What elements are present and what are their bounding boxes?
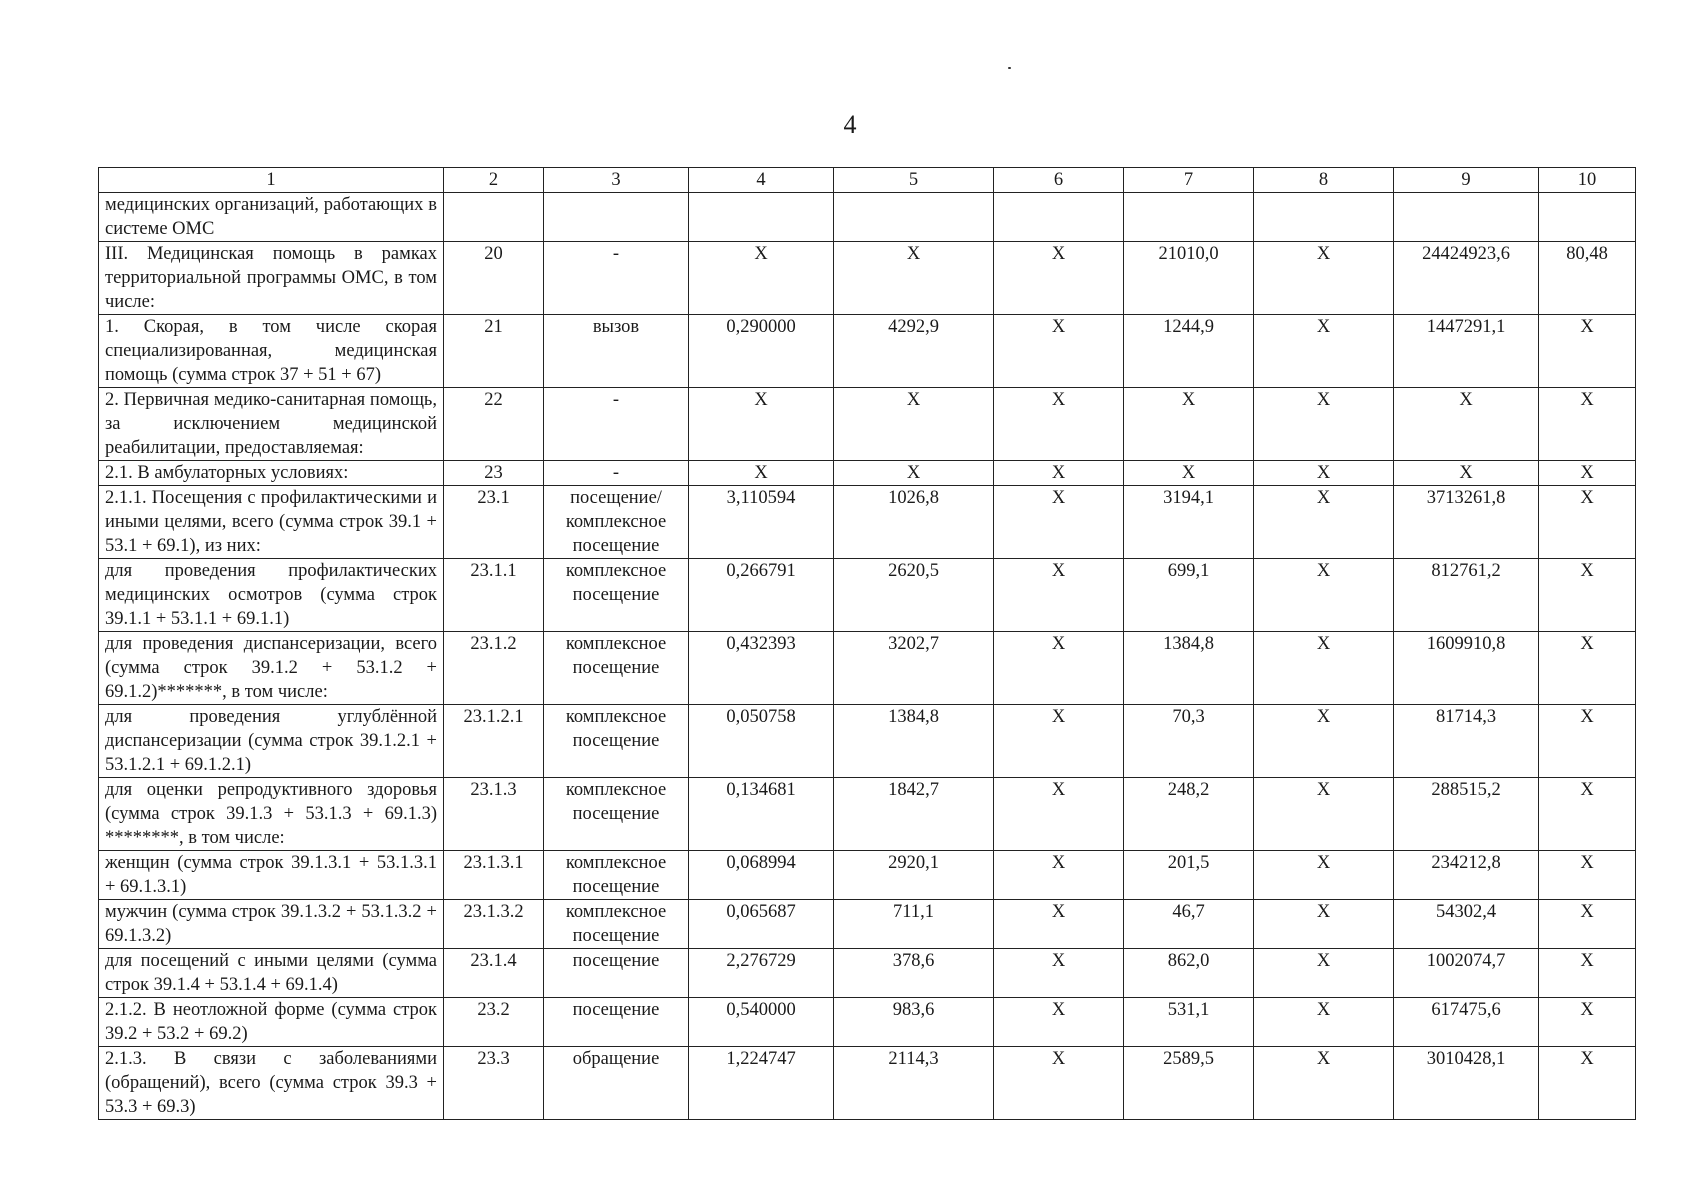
row-unit: комплексное посещение xyxy=(544,851,689,900)
cell-col8 xyxy=(1254,193,1394,242)
cell-col5: 378,6 xyxy=(834,949,994,998)
cell-col8: X xyxy=(1254,900,1394,949)
cell-col4: 1,224747 xyxy=(689,1047,834,1120)
cell-col6: X xyxy=(994,559,1124,632)
cell-col4: 0,266791 xyxy=(689,559,834,632)
cell-col9 xyxy=(1394,193,1539,242)
cell-col6: X xyxy=(994,949,1124,998)
row-name: для проведения углублённой диспансеризации (сумма строк 39.1.2.1 + 53.1.2.1 + 69.1.2.1) xyxy=(99,705,444,778)
row-code: 23.1.3.2 xyxy=(444,900,544,949)
cell-col8: X xyxy=(1254,315,1394,388)
row-name: 2. Первичная медико-санитарная помощь, за исключением медицинской реабилитации, предоставляемая: xyxy=(99,388,444,461)
column-header: 8 xyxy=(1254,168,1394,193)
row-unit: комплексное посещение xyxy=(544,778,689,851)
cell-col6: X xyxy=(994,851,1124,900)
row-name: 2.1.3. В связи с заболеваниями (обращений), всего (сумма строк 39.3 + 53.3 + 69.3) xyxy=(99,1047,444,1120)
cell-col7: X xyxy=(1124,388,1254,461)
cell-col7: 3194,1 xyxy=(1124,486,1254,559)
row-unit: обращение xyxy=(544,1047,689,1120)
cell-col7: 862,0 xyxy=(1124,949,1254,998)
column-header: 10 xyxy=(1539,168,1636,193)
cell-col9: 1002074,7 xyxy=(1394,949,1539,998)
cell-col4: 0,068994 xyxy=(689,851,834,900)
cell-col5: 2920,1 xyxy=(834,851,994,900)
row-code: 23.1.2 xyxy=(444,632,544,705)
cell-col8: X xyxy=(1254,705,1394,778)
cell-col7: 201,5 xyxy=(1124,851,1254,900)
row-code: 23.1.1 xyxy=(444,559,544,632)
cell-col10: X xyxy=(1539,705,1636,778)
row-code: 23.1.3.1 xyxy=(444,851,544,900)
cell-col8: X xyxy=(1254,486,1394,559)
table-row xyxy=(99,998,1636,1047)
cell-col8: X xyxy=(1254,1047,1394,1120)
cell-col6: X xyxy=(994,315,1124,388)
cell-col10: X xyxy=(1539,1047,1636,1120)
cell-col4: 0,065687 xyxy=(689,900,834,949)
cell-col7: 46,7 xyxy=(1124,900,1254,949)
cell-col10: X xyxy=(1539,486,1636,559)
cell-col8: X xyxy=(1254,998,1394,1047)
data-table xyxy=(98,167,1636,1120)
row-code: 23.1.2.1 xyxy=(444,705,544,778)
table-row xyxy=(99,242,1636,315)
table-row xyxy=(99,1047,1636,1120)
cell-col4 xyxy=(689,193,834,242)
row-code: 21 xyxy=(444,315,544,388)
cell-col9: 1447291,1 xyxy=(1394,315,1539,388)
table-row xyxy=(99,486,1636,559)
cell-col4: 0,050758 xyxy=(689,705,834,778)
cell-col10: X xyxy=(1539,949,1636,998)
cell-col6: X xyxy=(994,388,1124,461)
row-name: 1. Скорая, в том числе скорая специализированная, медицинская помощь (сумма строк 37 + 51 + 67) xyxy=(99,315,444,388)
row-name: для посещений с иными целями (сумма строк 39.1.4 + 53.1.4 + 69.1.4) xyxy=(99,949,444,998)
cell-col9: 288515,2 xyxy=(1394,778,1539,851)
row-name: для проведения диспансеризации, всего (сумма строк 39.1.2 + 53.1.2 + 69.1.2)*******, в том числе: xyxy=(99,632,444,705)
row-name: мужчин (сумма строк 39.1.3.2 + 53.1.3.2 + 69.1.3.2) xyxy=(99,900,444,949)
cell-col6: X xyxy=(994,486,1124,559)
page-number: 4 xyxy=(843,110,857,139)
column-header: 7 xyxy=(1124,168,1254,193)
table-row xyxy=(99,705,1636,778)
cell-col9: 54302,4 xyxy=(1394,900,1539,949)
column-header: 4 xyxy=(689,168,834,193)
cell-col7: 2589,5 xyxy=(1124,1047,1254,1120)
cell-col4: X xyxy=(689,242,834,315)
cell-col4: 0,290000 xyxy=(689,315,834,388)
row-name: 2.1. В амбулаторных условиях: xyxy=(99,461,444,486)
cell-col6: X xyxy=(994,632,1124,705)
cell-col5: 983,6 xyxy=(834,998,994,1047)
row-name: медицинских организаций, работающих в системе ОМС xyxy=(99,193,444,242)
row-unit: комплексное посещение xyxy=(544,559,689,632)
cell-col6: X xyxy=(994,900,1124,949)
cell-col4: 3,110594 xyxy=(689,486,834,559)
cell-col7: 699,1 xyxy=(1124,559,1254,632)
row-unit: посещение xyxy=(544,949,689,998)
cell-col9: 24424923,6 xyxy=(1394,242,1539,315)
cell-col7: 531,1 xyxy=(1124,998,1254,1047)
cell-col4: 0,540000 xyxy=(689,998,834,1047)
cell-col7: 1244,9 xyxy=(1124,315,1254,388)
cell-col5: 711,1 xyxy=(834,900,994,949)
cell-col10 xyxy=(1539,193,1636,242)
cell-col10: X xyxy=(1539,778,1636,851)
cell-col10: X xyxy=(1539,461,1636,486)
cell-col5 xyxy=(834,193,994,242)
column-header: 1 xyxy=(99,168,444,193)
cell-col4: 0,432393 xyxy=(689,632,834,705)
cell-col9: 81714,3 xyxy=(1394,705,1539,778)
column-header: 3 xyxy=(544,168,689,193)
cell-col5: 2114,3 xyxy=(834,1047,994,1120)
cell-col8: X xyxy=(1254,949,1394,998)
cell-col5: 2620,5 xyxy=(834,559,994,632)
row-unit: посещение/ комплексное посещение xyxy=(544,486,689,559)
cell-col5: 1384,8 xyxy=(834,705,994,778)
column-header: 9 xyxy=(1394,168,1539,193)
table-row xyxy=(99,559,1636,632)
cell-col8: X xyxy=(1254,242,1394,315)
cell-col6: X xyxy=(994,778,1124,851)
column-header: 5 xyxy=(834,168,994,193)
row-name: для проведения профилактических медицинских осмотров (сумма строк 39.1.1 + 53.1.1 + 69.1.1) xyxy=(99,559,444,632)
cell-col9: 3010428,1 xyxy=(1394,1047,1539,1120)
cell-col6: X xyxy=(994,998,1124,1047)
cell-col7: 21010,0 xyxy=(1124,242,1254,315)
cell-col5: X xyxy=(834,388,994,461)
cell-col9: X xyxy=(1394,461,1539,486)
cell-col4: 0,134681 xyxy=(689,778,834,851)
cell-col8: X xyxy=(1254,559,1394,632)
row-code: 22 xyxy=(444,388,544,461)
table-row xyxy=(99,193,1636,242)
cell-col7 xyxy=(1124,193,1254,242)
cell-col10: X xyxy=(1539,998,1636,1047)
row-unit: комплексное посещение xyxy=(544,900,689,949)
row-code: 23.2 xyxy=(444,998,544,1047)
row-name: для оценки репродуктивного здоровья (сумма строк 39.1.3 + 53.1.3 + 69.1.3) ********, в том числе: xyxy=(99,778,444,851)
cell-col4: 2,276729 xyxy=(689,949,834,998)
row-code: 23.1.4 xyxy=(444,949,544,998)
row-code: 23.1.3 xyxy=(444,778,544,851)
row-unit xyxy=(544,193,689,242)
cell-col5: X xyxy=(834,461,994,486)
cell-col5: 1842,7 xyxy=(834,778,994,851)
cell-col5: 1026,8 xyxy=(834,486,994,559)
row-code: 23 xyxy=(444,461,544,486)
cell-col8: X xyxy=(1254,461,1394,486)
row-unit: посещение xyxy=(544,998,689,1047)
cell-col8: X xyxy=(1254,851,1394,900)
cell-col7: 1384,8 xyxy=(1124,632,1254,705)
column-header: 2 xyxy=(444,168,544,193)
cell-col10: X xyxy=(1539,851,1636,900)
row-code xyxy=(444,193,544,242)
cell-col6: X xyxy=(994,461,1124,486)
table-header-row xyxy=(99,168,1636,193)
cell-col7: 70,3 xyxy=(1124,705,1254,778)
row-unit: вызов xyxy=(544,315,689,388)
row-name: III. Медицинская помощь в рамках территориальной программы ОМС, в том числе: xyxy=(99,242,444,315)
table-row xyxy=(99,900,1636,949)
cell-col9: 812761,2 xyxy=(1394,559,1539,632)
row-name: 2.1.1. Посещения с профилактическими и иными целями, всего (сумма строк 39.1 + 53.1 + 69.1), из них: xyxy=(99,486,444,559)
row-unit: - xyxy=(544,242,689,315)
table-row xyxy=(99,632,1636,705)
cell-col9: 617475,6 xyxy=(1394,998,1539,1047)
scan-speck xyxy=(1008,67,1011,69)
cell-col9: X xyxy=(1394,388,1539,461)
cell-col6: X xyxy=(994,705,1124,778)
table-row xyxy=(99,388,1636,461)
cell-col10: X xyxy=(1539,315,1636,388)
row-unit: - xyxy=(544,388,689,461)
row-unit: комплексное посещение xyxy=(544,705,689,778)
cell-col5: 3202,7 xyxy=(834,632,994,705)
cell-col6: X xyxy=(994,1047,1124,1120)
cell-col7: 248,2 xyxy=(1124,778,1254,851)
row-name: женщин (сумма строк 39.1.3.1 + 53.1.3.1 + 69.1.3.1) xyxy=(99,851,444,900)
cell-col5: 4292,9 xyxy=(834,315,994,388)
cell-col6 xyxy=(994,193,1124,242)
table-row xyxy=(99,851,1636,900)
table-row xyxy=(99,778,1636,851)
cell-col8: X xyxy=(1254,778,1394,851)
cell-col8: X xyxy=(1254,632,1394,705)
row-unit: комплексное посещение xyxy=(544,632,689,705)
cell-col10: X xyxy=(1539,900,1636,949)
row-code: 23.1 xyxy=(444,486,544,559)
cell-col10: X xyxy=(1539,388,1636,461)
cell-col9: 3713261,8 xyxy=(1394,486,1539,559)
table-row xyxy=(99,315,1636,388)
table-row xyxy=(99,949,1636,998)
cell-col10: X xyxy=(1539,559,1636,632)
cell-col7: X xyxy=(1124,461,1254,486)
row-code: 23.3 xyxy=(444,1047,544,1120)
cell-col10: 80,48 xyxy=(1539,242,1636,315)
row-code: 20 xyxy=(444,242,544,315)
cell-col5: X xyxy=(834,242,994,315)
column-header: 6 xyxy=(994,168,1124,193)
row-unit: - xyxy=(544,461,689,486)
cell-col4: X xyxy=(689,388,834,461)
cell-col8: X xyxy=(1254,388,1394,461)
row-name: 2.1.2. В неотложной форме (сумма строк 39.2 + 53.2 + 69.2) xyxy=(99,998,444,1047)
cell-col9: 234212,8 xyxy=(1394,851,1539,900)
cell-col10: X xyxy=(1539,632,1636,705)
table-row xyxy=(99,461,1636,486)
cell-col9: 1609910,8 xyxy=(1394,632,1539,705)
cell-col6: X xyxy=(994,242,1124,315)
cell-col4: X xyxy=(689,461,834,486)
